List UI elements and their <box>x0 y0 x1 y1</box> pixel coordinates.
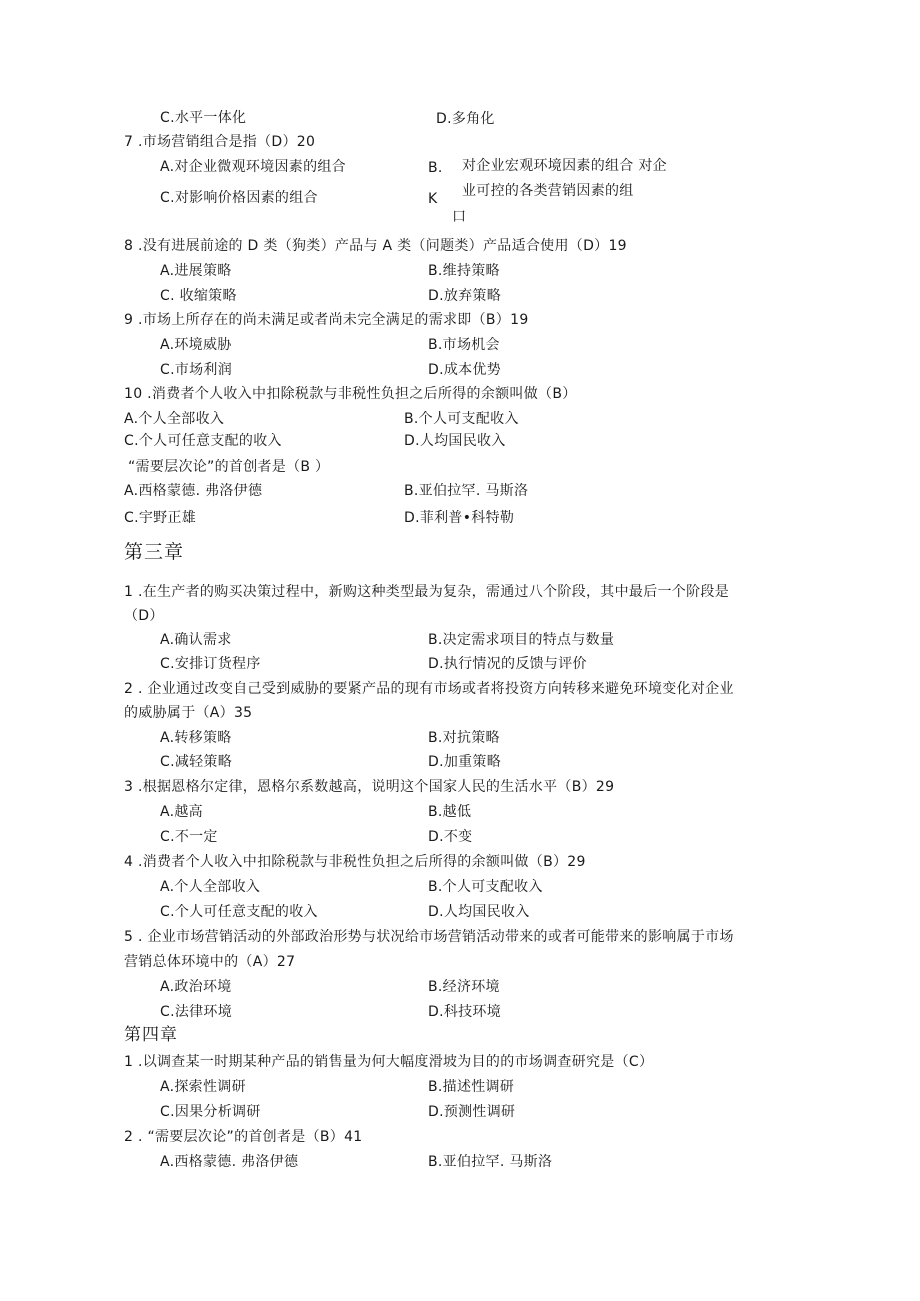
option-a-text: A.环境威胁 <box>160 337 232 353</box>
question-text: 9 .市场上所存在的尚未满足或者尚未完全满足的需求即（B）19 <box>124 312 529 328</box>
question-text: 1 .在生产者的购买决策过程中，新购这种类型最为复杂，需通过八个阶段，其中最后一个阶段是 <box>124 584 730 600</box>
option-b-text: B.越低 <box>428 804 472 820</box>
option-d-text: D.预测性调研 <box>428 1104 516 1120</box>
option-b-text: B.维持策略 <box>428 263 500 279</box>
question-text: 7 .市场营销组合是指（D）20 <box>124 134 316 150</box>
option-d-text: D.执行情况的反馈与评价 <box>428 656 587 672</box>
option-a-text: A.确认需求 <box>160 632 232 648</box>
question-text: 1 .以调查某一时期某种产品的销售量为何大幅度滑坡为目的的市场调查研究是（C） <box>124 1054 654 1070</box>
option-d-text: 业可控的各类营销因素的组 <box>462 183 634 199</box>
question-text: 3 .根据恩格尔定律，恩格尔系数越高，说明这个国家人民的生活水平（B）29 <box>124 779 615 795</box>
option-a-text: A.越高 <box>160 804 203 820</box>
option-d-text: D.成本优势 <box>428 362 502 378</box>
option-d-text: D.放弃策略 <box>428 288 502 304</box>
option-b-text: B.亚伯拉罕. 马斯洛 <box>404 483 529 499</box>
option-c-text: C.市场利润 <box>160 362 233 378</box>
option-c-text: C.宇野正雄 <box>124 510 197 526</box>
option-b-text: B.描述性调研 <box>428 1079 515 1095</box>
option-b-text: B.对抗策略 <box>428 730 500 746</box>
chapter-heading: 第四章 <box>124 1025 178 1045</box>
option-b-text: B.亚伯拉罕. 马斯洛 <box>428 1154 553 1170</box>
question-text-continued: （D） <box>124 608 164 624</box>
option-a-text: A.个人全部收入 <box>124 411 225 427</box>
option-d-text: D.科技环境 <box>428 1004 502 1020</box>
option-b-label: B. <box>428 160 443 176</box>
option-d-text: D.加重策略 <box>428 754 502 770</box>
chapter-heading: 第三章 <box>124 541 185 563</box>
option-c-text: C.因果分析调研 <box>160 1104 261 1120</box>
option-a-text: A.个人全部收入 <box>160 879 261 895</box>
option-a-text: A.进展策略 <box>160 263 232 279</box>
option-c-text: C.个人可任意支配的收入 <box>124 433 282 449</box>
option-a-text: A.政治环境 <box>160 979 232 995</box>
option-a-text: A.西格蒙德. 弗洛伊德 <box>160 1154 299 1170</box>
question-text: 5 . 企业市场营销活动的外部政治形势与状况给市场营销活动带来的或者可能带来的影响属于市场 <box>124 929 734 945</box>
option-d-text: D.多角化 <box>436 111 495 127</box>
option-b-text: B.个人可支配收入 <box>428 879 543 895</box>
option-c-text: C.减轻策略 <box>160 754 233 770</box>
question-text: 8 .没有进展前途的 D 类（狗类）产品与 A 类（问题类）产品适合使用（D）19 <box>124 238 627 254</box>
option-d-text: D.菲利普•科特勒 <box>404 510 515 526</box>
option-c-text: C. 收缩策略 <box>160 288 237 304</box>
option-c-text: C.个人可任意支配的收入 <box>160 904 318 920</box>
option-c-text: C.法律环境 <box>160 1004 233 1020</box>
option-d-label: K <box>428 191 438 207</box>
option-b-text: B.经济环境 <box>428 979 500 995</box>
option-c-text: C.安排订货程序 <box>160 656 261 672</box>
question-text: 2 . “需要层次论”的首创者是（B）41 <box>124 1129 363 1145</box>
option-b-text: 对企业宏观环境因素的组合 对企 <box>462 158 667 174</box>
option-a-text: A.对企业微观环境因素的组合 <box>160 159 346 175</box>
question-text: 4 .消费者个人收入中扣除税款与非税性负担之后所得的余额叫做（B）29 <box>124 854 586 870</box>
question-text-continued: 的威胁属于（A）35 <box>124 705 253 721</box>
option-c-text: C.不一定 <box>160 829 218 845</box>
option-a-text: A.转移策略 <box>160 730 232 746</box>
question-text: 10 .消费者个人收入中扣除税款与非税性负担之后所得的余额叫做（B） <box>124 386 577 402</box>
option-b-text: B.个人可支配收入 <box>404 411 519 427</box>
question-text: 2 . 企业通过改变自己受到威胁的要紧产品的现有市场或者将投资方向转移来避免环境变化对企业 <box>124 681 734 697</box>
option-c-text: C.水平一体化 <box>160 110 247 126</box>
option-d-text-end: 口 <box>452 209 467 225</box>
option-d-text: D.人均国民收入 <box>428 904 530 920</box>
option-a-text: A.探索性调研 <box>160 1079 246 1095</box>
option-b-text: B.市场机会 <box>428 337 500 353</box>
option-d-text: D.不变 <box>428 829 473 845</box>
option-a-text: A.西格蒙德. 弗洛伊德 <box>124 483 263 499</box>
option-c-text: C.对影响价格因素的组合 <box>160 190 318 206</box>
option-d-text: D.人均国民收入 <box>404 433 506 449</box>
option-b-text: B.决定需求项目的特点与数量 <box>428 632 615 648</box>
question-text: “需要层次论”的首创者是（B ） <box>128 459 330 475</box>
question-text-continued: 营销总体环境中的（A）27 <box>124 954 296 970</box>
